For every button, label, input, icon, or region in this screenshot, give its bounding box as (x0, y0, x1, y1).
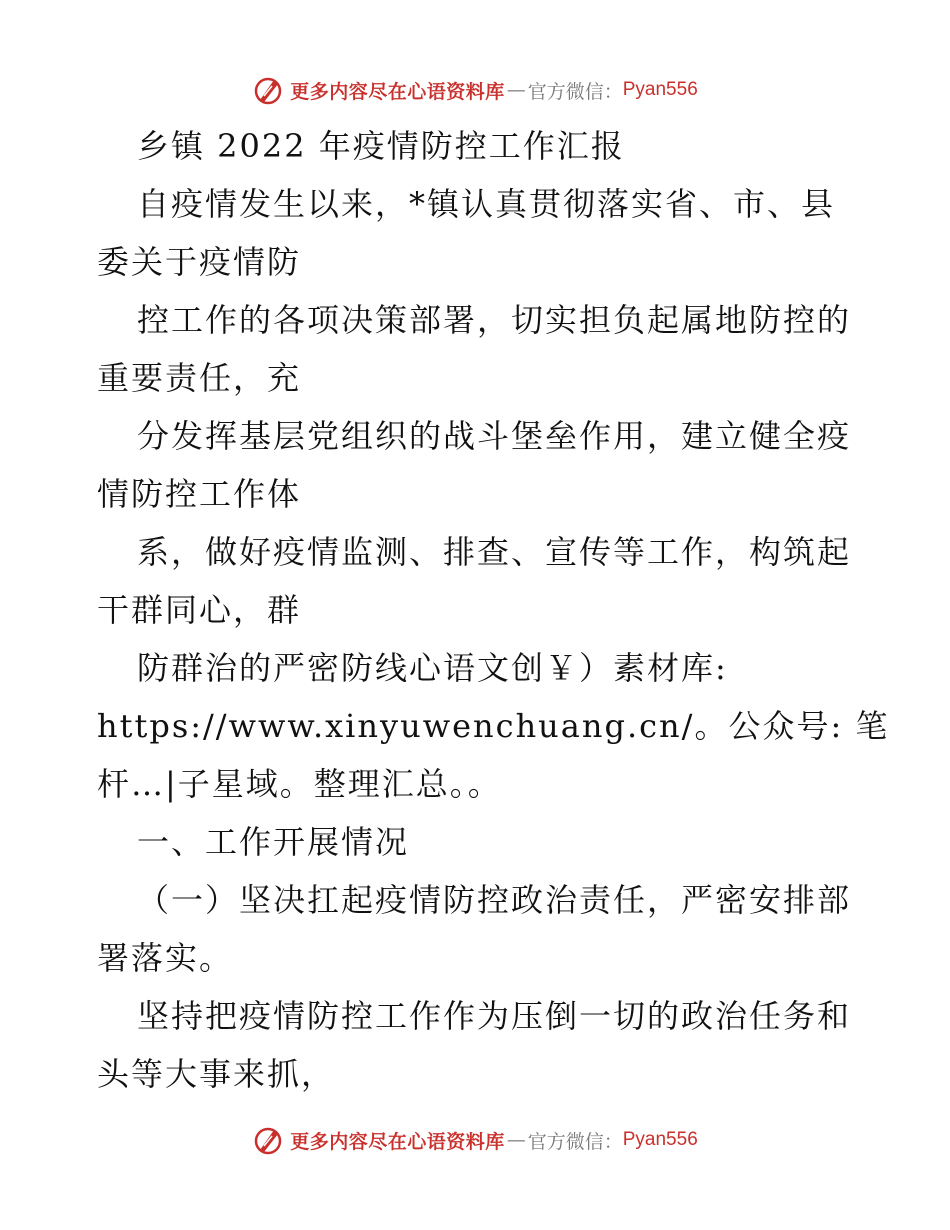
text-line: 干群同心，群 (97, 591, 302, 629)
banner-separator: — (506, 79, 526, 101)
document-title: 乡镇 2022 年疫情防控工作汇报 (137, 127, 625, 165)
header-watermark-banner (0, 70, 950, 110)
banner-separator: — (506, 1129, 526, 1151)
text-line: 头等大事来抓， (97, 1055, 336, 1093)
text-line: 系，做好疫情监测、排查、宣传等工作，构筑起 (137, 533, 852, 571)
banner-wechat-id: Pyan556 (622, 79, 698, 100)
text-line: 重要责任，充 (97, 359, 302, 397)
subsection-heading: （一）坚决扛起疫情防控政治责任，严密安排部 (137, 881, 852, 919)
banner-brand-text: 更多内容尽在心语资料库 (290, 1130, 505, 1153)
banner-brand-text: 更多内容尽在心语资料库 (290, 80, 505, 103)
text-line: 自疫情发生以来，*镇认真贯彻落实省、市、县 (137, 185, 836, 223)
text-line: 分发挥基层党组织的战斗堡垒作用，建立健全疫 (137, 417, 852, 455)
banner-wechat-label: 官方微信： (527, 1130, 623, 1153)
url-text-line: https://www.xinyuwenchuang.cn/。公众号: 笔 (97, 707, 890, 745)
banner-wechat-id: Pyan556 (622, 1129, 698, 1150)
text-line: 坚持把疫情防控工作作为压倒一切的政治任务和 (137, 997, 852, 1035)
banner-wechat-label: 官方微信： (527, 80, 623, 103)
text-line: 控工作的各项决策部署，切实担负起属地防控的 (137, 301, 852, 339)
quill-logo-icon (252, 1124, 284, 1156)
quill-logo-icon (252, 74, 284, 106)
text-line: 防群治的严密防线心语文创￥）素材库: (137, 649, 728, 687)
text-line: 委关于疫情防 (97, 243, 302, 281)
document-body (97, 117, 890, 1103)
text-line: 署落实。 (97, 939, 234, 977)
text-line: 杆…|子星域。整理汇总。。 (97, 765, 502, 803)
text-line: 情防控工作体 (97, 475, 302, 513)
section-heading: 一、工作开展情况 (137, 823, 410, 861)
footer-watermark-banner (0, 1120, 950, 1160)
